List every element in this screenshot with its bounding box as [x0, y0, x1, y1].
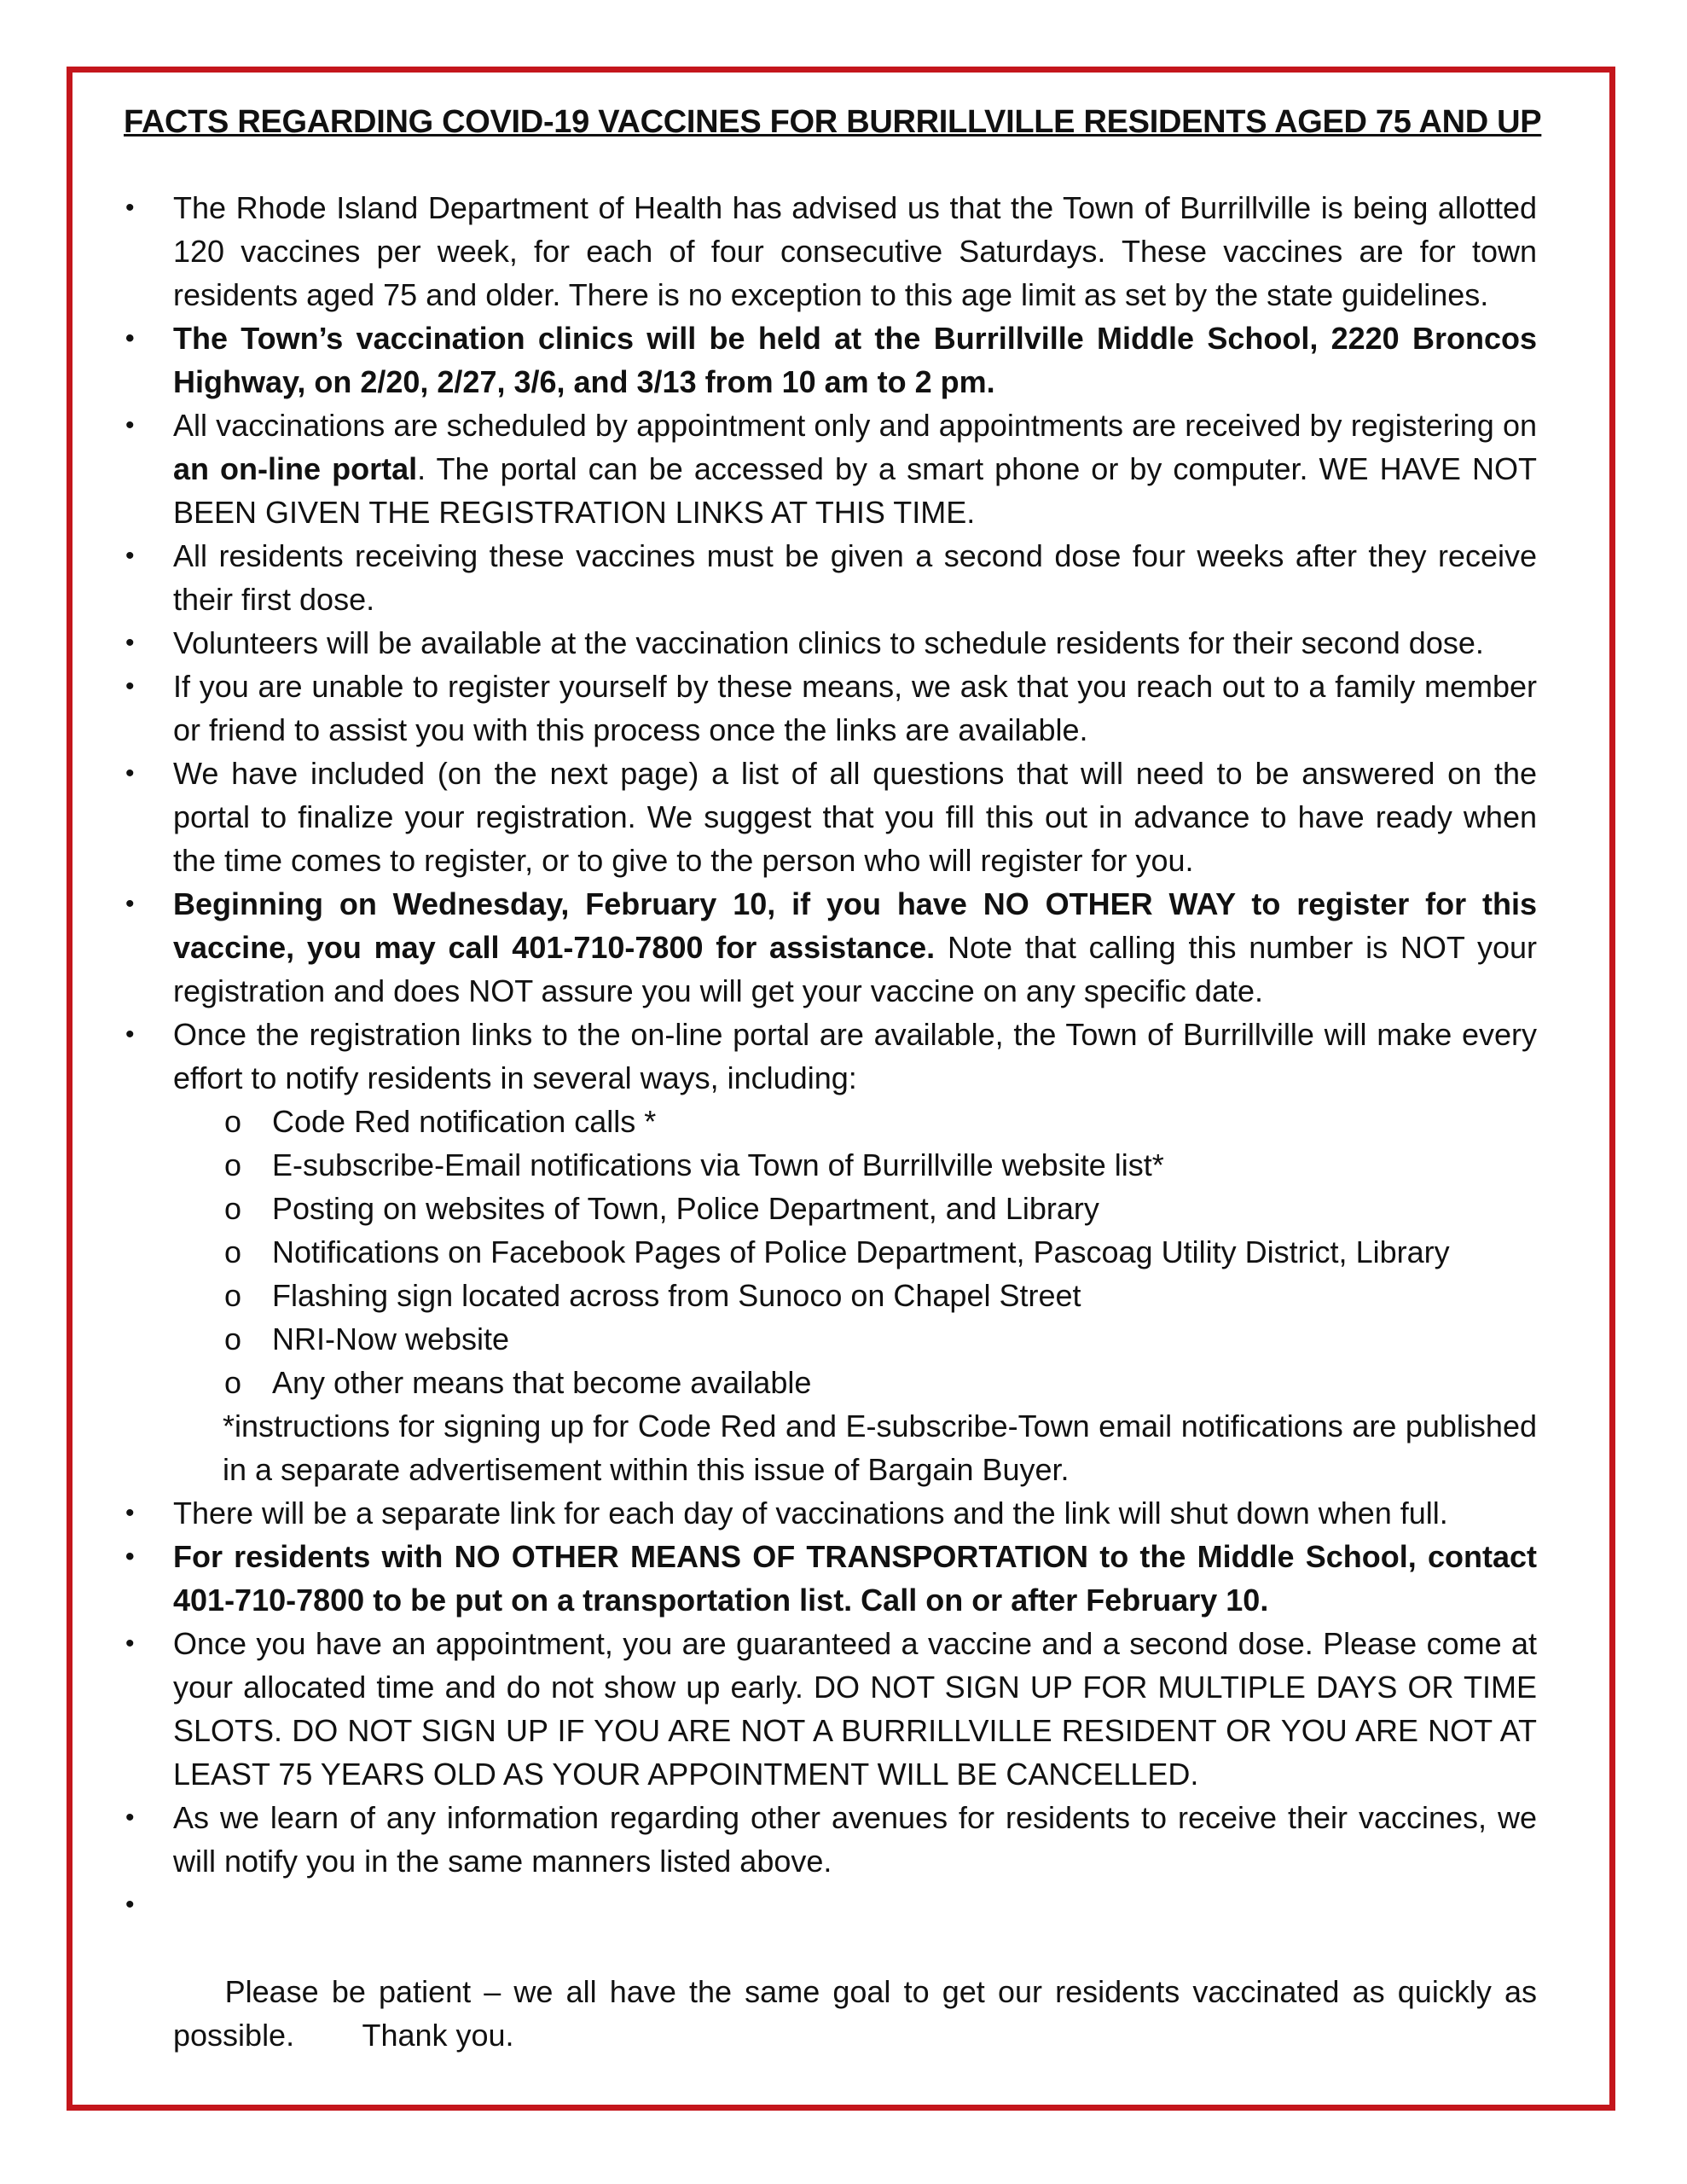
item-text: . The portal can be accessed by a smart phone or by computer. WE HAVE NOT BEEN GIVEN THE REGISTRATION LINKS AT THIS TIME.	[173, 451, 1537, 530]
list-item	[124, 1883, 1546, 2100]
bullet-icon: •	[125, 1020, 135, 1048]
sub-item-text: Flashing sign located across from Sunoco on Chapel Street	[272, 1278, 1081, 1313]
list-item	[124, 882, 1537, 1013]
list-item	[124, 534, 1537, 621]
sub-list-item	[223, 1143, 1537, 1187]
list-item	[124, 1535, 1537, 1622]
bullet-icon: •	[125, 1804, 135, 1832]
list-item	[124, 1013, 1537, 1491]
list-item	[124, 1622, 1537, 1796]
circle-bullet-icon: o	[224, 1191, 242, 1226]
footnote: *instructions for signing up for Code Red and E-subscribe-Town email notifications are published in a separate advertisement within this issue of Bargain Buyer.	[223, 1409, 1537, 1487]
facts-list	[124, 186, 1546, 2100]
item-text: The Town’s vaccination clinics will be held at the Burrillville Middle School, 2220 Broncos Highway, on 2/20, 2/27, 3/6, and 3/13 from 10 am to 2 pm.	[173, 321, 1537, 399]
item-text: All residents receiving these vaccines must be given a second dose four weeks after they receive their first dose.	[173, 538, 1537, 617]
circle-bullet-icon: o	[224, 1104, 242, 1139]
bullet-icon: •	[125, 542, 135, 570]
sub-list-item	[223, 1361, 1537, 1404]
sub-list-item	[223, 1230, 1537, 1274]
list-item	[124, 1796, 1537, 1883]
item-text: Please be patient – we all have the same goal to get our residents vaccinated as quickly as possible. Thank you.	[173, 1974, 1546, 2053]
bullet-icon: •	[125, 1891, 135, 1919]
list-item	[124, 317, 1537, 404]
item-text: Volunteers will be available at the vaccination clinics to schedule residents for their second dose.	[173, 625, 1484, 660]
bullet-icon: •	[125, 1629, 135, 1658]
sub-item-text: Code Red notification calls *	[272, 1104, 657, 1139]
sub-item-text: NRI-Now website	[272, 1321, 510, 1356]
bullet-icon: •	[125, 759, 135, 787]
list-item	[124, 665, 1537, 752]
bullet-icon: •	[125, 411, 135, 439]
sub-item-text: Any other means that become available	[272, 1365, 812, 1400]
list-item	[124, 1491, 1537, 1535]
sub-item-text: Posting on websites of Town, Police Department, and Library	[272, 1191, 1099, 1226]
bullet-icon: •	[125, 672, 135, 700]
bullet-icon: •	[125, 324, 135, 352]
sub-list-item	[223, 1274, 1537, 1317]
item-text: We have included (on the next page) a list of all questions that will need to be answered on the portal to finalize your registration. We suggest that you fill this out in advance to have ready when the time comes to register, or to give to the person who will register for you.	[173, 756, 1537, 878]
item-text: For residents with NO OTHER MEANS OF TRANSPORTATION to the Middle School, contact 401-710-7800 to be put on a transportation list. Call on or after February 10.	[173, 1539, 1537, 1618]
circle-bullet-icon: o	[224, 1147, 242, 1182]
circle-bullet-icon: o	[224, 1278, 242, 1313]
page-title: FACTS REGARDING COVID-19 VACCINES FOR BURRILLVILLE RESIDENTS AGED 75 AND UP	[124, 104, 1542, 140]
item-text: As we learn of any information regarding other avenues for residents to receive their vaccines, we will notify you in the same manners listed above.	[173, 1800, 1537, 1879]
notification-methods-list	[173, 1100, 1537, 1404]
list-item	[124, 752, 1537, 882]
list-item	[124, 621, 1537, 665]
bullet-icon: •	[125, 194, 135, 222]
item-text: Note that calling this number is NOT your registration and does NOT assure you will get your vaccine on any specific date.	[173, 930, 1538, 1008]
item-text: There will be a separate link for each day of vaccinations and the link will shut down when full.	[173, 1496, 1448, 1531]
item-text: If you are unable to register yourself by these means, we ask that you reach out to a family member or friend to assist you with this process once the links are available.	[173, 669, 1537, 747]
sub-item-text: E-subscribe-Email notifications via Town of Burrillville website list*	[272, 1147, 1164, 1182]
bullet-icon: •	[125, 629, 135, 657]
circle-bullet-icon: o	[224, 1234, 242, 1269]
list-item	[124, 186, 1537, 317]
bullet-icon: •	[125, 1499, 135, 1527]
item-text: Once the registration links to the on-line portal are available, the Town of Burrillville will make every effort to notify residents in several ways, including:	[173, 1017, 1537, 1095]
sub-list-item	[223, 1317, 1537, 1361]
bullet-icon: •	[125, 1542, 135, 1571]
item-text: The Rhode Island Department of Health has advised us that the Town of Burrillville is being allotted 120 vaccines per week, for each of four consecutive Saturdays. These vaccines are for town residents aged 75 and older. There is no exception to this age limit as set by the state guidelines.	[173, 190, 1537, 312]
list-item	[124, 404, 1537, 534]
sub-item-text: Notifications on Facebook Pages of Police Department, Pascoag Utility District, Library	[272, 1234, 1450, 1269]
circle-bullet-icon: o	[224, 1365, 242, 1400]
sub-list-item	[223, 1187, 1537, 1230]
item-text-bold: Beginning on Wednesday, February 10, if you have NO OTHER WAY to register for this vaccine, you may call 401-710-7800 for assistance.	[173, 886, 1537, 965]
item-text: Once you have an appointment, you are guaranteed a vaccine and a second dose. Please come at your allocated time and do not show up early. DO NOT SIGN UP FOR MULTIPLE DAYS OR TIME SLOTS. DO NOT SIGN UP IF YOU ARE NOT A BURRILLVILLE RESIDENT OR YOU ARE NOT AT LEAST 75 YEARS OLD AS YOUR APPOINTMENT WILL BE CANCELLED.	[173, 1626, 1537, 1792]
item-text: All vaccinations are scheduled by appointment only and appointments are received by registering on	[173, 408, 1537, 443]
circle-bullet-icon: o	[224, 1321, 242, 1356]
sub-list-item	[223, 1100, 1537, 1143]
item-text-bold: an on-line portal	[173, 451, 418, 486]
bullet-icon: •	[125, 890, 135, 918]
